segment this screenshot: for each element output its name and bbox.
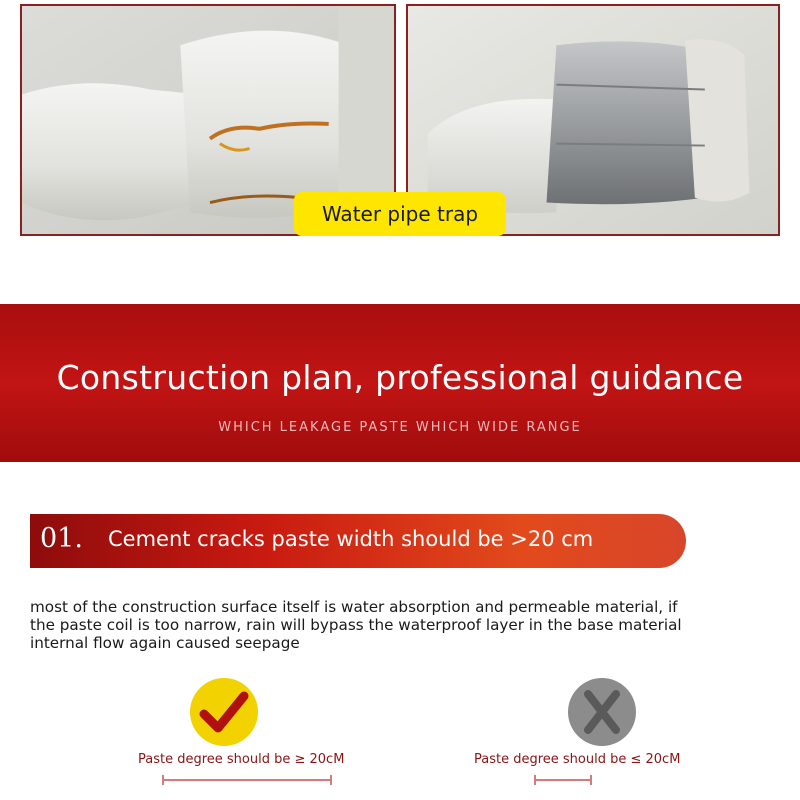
check-icon xyxy=(188,676,260,748)
step-number: 01. xyxy=(40,523,83,554)
description-text xyxy=(30,598,780,652)
banner-subtitle: WHICH LEAKAGE PASTE WHICH WIDE RANGE xyxy=(218,420,582,435)
step-text: Cement cracks paste width should be >20 cm xyxy=(108,527,594,551)
correct-caption: Paste degree should be ≥ 20cM xyxy=(138,752,345,767)
description-line: internal flow again caused seepage xyxy=(30,634,300,652)
guidance-banner xyxy=(0,304,800,462)
wrong-width-ruler xyxy=(534,779,592,781)
description-line: most of the construction surface itself is water absorption and permeable material, if xyxy=(30,598,678,616)
pipe-trap-label: Water pipe trap xyxy=(294,192,506,236)
wrong-caption: Paste degree should be ≤ 20cM xyxy=(474,752,681,767)
correct-width-ruler xyxy=(162,779,332,781)
banner-title: Construction plan, professional guidance xyxy=(56,358,744,397)
x-icon xyxy=(566,676,638,748)
description-line: the paste coil is too narrow, rain will bypass the waterproof layer in the base material xyxy=(30,616,682,634)
step-bar xyxy=(30,514,686,568)
